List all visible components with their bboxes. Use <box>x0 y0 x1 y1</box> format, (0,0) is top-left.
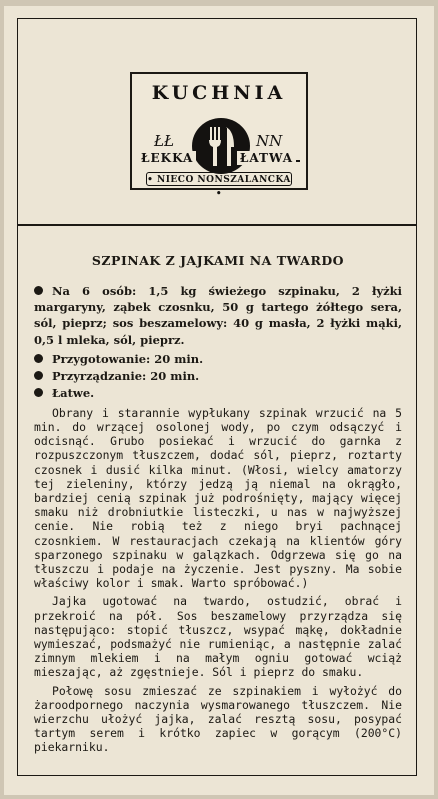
section-divider <box>17 224 417 226</box>
cook-time <box>34 368 402 385</box>
kuchnia-logo <box>130 72 308 199</box>
bullet-icon <box>34 388 43 397</box>
instruction-paragraph: Połowę sosu zmieszać ze szpinakiem i wyłożyć do żaroodpornego naczynia wysmarowanego tłuszczem. Nie wierzchu ułożyć jajka, zalać resztą sosu, posypać tartym serem i krótko zapiec w gorącym (200°C) piekarniku. <box>34 683 402 755</box>
logo-word-left: ŁEKKA <box>138 151 196 165</box>
bullet-icon <box>34 354 43 363</box>
recipe-meta-list <box>34 351 402 402</box>
instruction-paragraph: Obrany i starannie wypłukany szpinak wrzucić na 5 min. do wrzącej osolonej wody, po czym odsączyć i odcisnąć. Grubo posiekać i wrzucić do garnka z rozpuszczonym tłuszczem, dodać sól, pieprz, roztarty czosnek i dusić kilka minut. (Włosi, wielcy amatorzy tej zieleniny, którzy jedzą ją niemal na okrągło, bardziej cenią szpinak już podrośnięty, mający więcej smaku niż drobniutkie listeczki, u nas w najwyższej cenie. Nie robią też z niego bryi pachnącej czosnkiem. W restauracjach czekają na klientów góry sparzonego szpinaku w galązkach. Odgrzewa się go na tłuszczu i podaje na życzenie. Jest pyszny. Ma sobie właściwy kolor i smak. Warto spróbować.) <box>34 405 402 591</box>
logo-word-right: ŁATWA <box>237 151 296 165</box>
logo-title: KUCHNIA <box>151 82 287 104</box>
logo-script-left: ŁŁ <box>154 132 175 150</box>
logo-script-right: NN <box>256 132 283 150</box>
ingredients-text: Na 6 osób: 1,5 kg świeżego szpinaku, 2 łyżki margaryny, ząbek czosnku, 50 g tartego żółtego sera, sól, pieprz; sos beszamelowy: 40 g masła, 2 łyżki mąki, 0,5 l mleka, sól, pieprz. <box>34 284 402 347</box>
logo-emblem-row <box>132 114 306 176</box>
difficulty <box>34 385 402 402</box>
ingredients-paragraph <box>34 283 402 348</box>
prep-time-text: Przygotowanie: 20 min. <box>52 351 204 366</box>
cook-time-text: Przyrządzanie: 20 min. <box>52 368 200 383</box>
bullet-icon <box>34 371 43 380</box>
recipe-title: SZPINAK Z JAJKAMI NA TWARDO <box>91 253 345 268</box>
plate-icon <box>192 118 250 174</box>
instruction-paragraph: Jajka ugotować na twardo, ostudzić, obrać i przekroić na pół. Sos beszamelowy przyrządza się następująco: stopić tłuszcz, wsypać mąkę, dokładnie wymieszać, podsmażyć nie rumieniąc, a następnie zalać zimnym mlekiem i na małym ogniu gotować wciąż mieszając, aż zgęstnieje. Sól i pieprz do smaku. <box>34 594 402 680</box>
logo-subtitle: • NIECO NONSZALANCKA • <box>146 172 292 186</box>
fork-knife-icon <box>192 118 250 174</box>
difficulty-text: Łatwe. <box>52 385 95 400</box>
clipping-page <box>4 6 434 795</box>
prep-time <box>34 351 402 368</box>
recipe-body <box>34 253 402 755</box>
bullet-icon <box>34 286 43 295</box>
